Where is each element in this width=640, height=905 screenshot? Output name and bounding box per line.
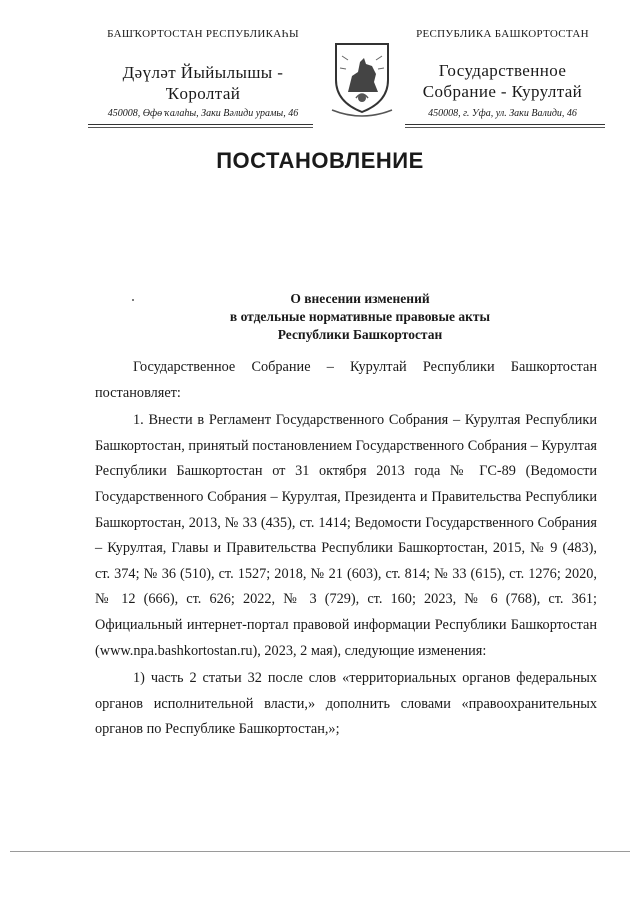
header-divider-left-secondary <box>88 127 313 128</box>
header-divider-right <box>405 124 605 125</box>
document-title <box>120 290 600 344</box>
coat-of-arms-emblem-icon <box>322 36 402 118</box>
header-left-country: БАШҠОРТОСТАН РЕСПУБЛИКАҺЫ <box>107 28 299 40</box>
document-title-line2: в отдельные нормативные правовые акты <box>229 309 491 324</box>
header-left-address: 450008, Өфө ҡалаһы, Заки Вәлиди урамы, 46 <box>107 108 299 119</box>
body-paragraph-subitem-1: 1) часть 2 статьи 32 после слов «территориальных органов федеральных органов исполнительной власти,» дополнить словами «правоохранительных органов по Республике Башкортостан,»; <box>95 670 597 738</box>
header-right-org-line1: Государственное <box>438 61 567 80</box>
document-title-line3: Республики Башкортостан <box>277 327 443 342</box>
header-left-block <box>88 28 318 104</box>
page-bottom-divider <box>10 851 630 852</box>
document-type-heading: ПОСТАНОВЛЕНИЕ <box>216 148 424 173</box>
body-paragraph-item-1: 1. Внести в Регламент Государственного Собрания – Курултая Республики Башкортостан, принятый постановлением Государственного Собрания – Курултая Республики Башкортостан от 31 октября 2013 года № ГС-89 (Ведомости Государственного Собрания – Курултая, Президента и Правительства Республики Башкортостан, 2013, № 33 (435), ст. 1414; Ведомости Государственного Собрания – Курултая, Главы и Правительства Республики Башкортостан, 2015, № 9 (483), ст. 374; № 36 (510), ст. 1527; 2018, № 21 (603), ст. 814; № 33 (615), ст. 1276; 2020, № 12 (666), ст. 626; 2022, № 3 (729), ст. 160; 2023, № 6 (768), ст. 361; Официальный интернет-портал правовой информации Республики Башкортостан (www.npa.bashkortostan.ru), 2023, 2 мая), следующие изменения: <box>95 412 597 659</box>
header-right-org-line2: Собрание - Курултай <box>422 82 583 101</box>
header-left-org-line2: Ҡоролтай <box>165 84 241 103</box>
header-right-address: 450008, г. Уфа, ул. Заки Валиди, 46 <box>428 108 577 119</box>
header-right-block <box>400 28 605 102</box>
header-left-org-line1: Дәүләт Йыйылышы - <box>122 63 284 82</box>
body-paragraph-intro: Государственное Собрание – Курултай Республики Башкортостан постановляет: <box>95 359 597 401</box>
header-divider-right-secondary <box>405 127 605 128</box>
document-body <box>95 355 597 743</box>
document-title-line1: О внесении изменений <box>290 291 430 306</box>
header-divider-left <box>88 124 313 125</box>
header-right-country: РЕСПУБЛИКА БАШКОРТОСТАН <box>416 28 589 40</box>
